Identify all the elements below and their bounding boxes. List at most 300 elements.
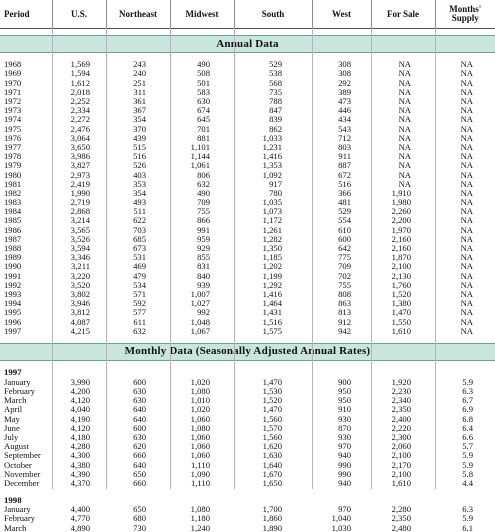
value-cell: 3,220 [52,271,106,280]
value-cell: 6.1 [435,523,495,532]
table-row [0,281,495,290]
value-cell: 840 [170,271,234,280]
period-cell: 1990 [0,262,52,271]
value-cell: 620 [106,442,170,451]
value-cell: 568 [234,78,312,87]
value-cell: 702 [312,271,371,280]
value-cell: 735 [234,88,312,97]
value-cell: 642 [312,244,371,253]
value-cell: NA [435,152,495,161]
value-cell: 839 [234,115,312,124]
value-cell: 1,470 [371,308,435,317]
value-cell: 1,610 [371,479,435,488]
value-cell: NA [435,124,495,133]
value-cell: NA [371,124,435,133]
value-cell: 930 [312,433,371,442]
period-cell: 1968 [0,60,52,69]
value-cell: 912 [312,317,371,326]
value-cell: NA [435,88,495,97]
value-cell: NA [435,189,495,198]
table-row [0,134,495,143]
value-cell: 529 [234,60,312,69]
spacer-row [0,29,495,36]
value-cell: 940 [312,479,371,488]
table-row [0,189,495,198]
table-row [0,69,495,78]
header-south: South [234,0,312,29]
value-cell: 4,370 [52,479,106,488]
value-cell: NA [435,244,495,253]
value-cell: 640 [106,460,170,469]
value-cell: 5.8 [435,470,495,479]
period-cell: 1980 [0,170,52,179]
value-cell: 1,612 [52,78,106,87]
value-cell: NA [371,170,435,179]
value-cell: 1,185 [234,253,312,262]
period-cell: August [0,442,52,451]
value-cell: 2,220 [371,424,435,433]
period-cell: January [0,505,52,514]
value-cell: 632 [170,179,234,188]
period-cell: 1992 [0,281,52,290]
header-supply-line: Supply [452,13,479,23]
period-cell: 1979 [0,161,52,170]
value-cell: 370 [106,124,170,133]
value-cell: 1,670 [234,470,312,479]
value-cell: 5.9 [435,460,495,469]
table-row [0,88,495,97]
monthly-data-section-title: Monthly Data (Seasonally Adjusted Annual Rates) [0,343,495,360]
value-cell: 1,530 [234,387,312,396]
value-cell: 354 [106,189,170,198]
value-cell: 1,990 [52,189,106,198]
period-cell: July [0,433,52,442]
period-cell: December [0,479,52,488]
value-cell: 709 [170,198,234,207]
value-cell: 2,160 [371,244,435,253]
value-cell: 1,550 [371,317,435,326]
value-cell: 813 [312,308,371,317]
period-cell: 1971 [0,88,52,97]
value-cell: 959 [170,235,234,244]
table-row [0,479,495,488]
value-cell: 1,416 [234,290,312,299]
value-cell: NA [371,97,435,106]
value-cell: 911 [312,152,371,161]
value-cell: NA [435,97,495,106]
value-cell: 640 [106,414,170,423]
value-cell: 2,419 [52,179,106,188]
value-cell: 862 [234,124,312,133]
value-cell: 2,719 [52,198,106,207]
value-cell: 446 [312,106,371,115]
table-row [0,414,495,423]
value-cell: 1,110 [170,479,234,488]
value-cell: 2,350 [371,405,435,414]
value-cell: 354 [106,115,170,124]
value-cell: NA [371,134,435,143]
value-cell: 531 [106,253,170,262]
value-cell: NA [435,134,495,143]
value-cell: 2,350 [371,514,435,523]
period-cell: 1997 [0,326,52,335]
value-cell: 808 [312,290,371,299]
value-cell: NA [435,179,495,188]
value-cell: 1,920 [371,378,435,387]
value-cell: NA [371,115,435,124]
period-cell: 1996 [0,317,52,326]
table-row [0,290,495,299]
value-cell: 991 [170,225,234,234]
header-midwest: Midwest [170,0,234,29]
value-cell: 4.4 [435,479,495,488]
value-cell: 3,214 [52,216,106,225]
value-cell: 3,211 [52,262,106,271]
value-cell: NA [435,290,495,299]
value-cell: 577 [106,308,170,317]
value-cell: 3,650 [52,143,106,152]
value-cell: 3,990 [52,378,106,387]
value-cell: 940 [312,451,371,460]
table-row [0,143,495,152]
value-cell: 515 [106,143,170,152]
period-cell: June [0,424,52,433]
table-row [0,78,495,87]
value-cell: 939 [170,281,234,290]
period-cell: 1976 [0,134,52,143]
value-cell: 970 [312,505,371,514]
value-cell: 806 [170,170,234,179]
value-cell: NA [435,281,495,290]
value-cell: 1,575 [234,326,312,335]
period-cell: October [0,460,52,469]
value-cell: 990 [312,470,371,479]
table-row [0,170,495,179]
value-cell: NA [435,69,495,78]
table-header [0,0,495,29]
value-cell: 847 [234,106,312,115]
value-cell: 1,560 [234,414,312,423]
table-row [0,271,495,280]
value-cell: 251 [106,78,170,87]
value-cell: 490 [170,60,234,69]
value-cell: 1,048 [170,317,234,326]
value-cell: 6.3 [435,387,495,396]
value-cell: 1,610 [371,326,435,335]
value-cell: 538 [234,69,312,78]
value-cell: 910 [312,405,371,414]
value-cell: 600 [106,424,170,433]
period-cell: January [0,378,52,387]
value-cell: NA [371,78,435,87]
value-cell: 3,827 [52,161,106,170]
value-cell: 1,020 [170,405,234,414]
value-cell: 2,300 [371,433,435,442]
value-cell: 1,570 [234,424,312,433]
value-cell: 1,353 [234,161,312,170]
table-row [0,396,495,405]
value-cell: 600 [106,378,170,387]
value-cell: 645 [170,115,234,124]
value-cell: 1,380 [371,299,435,308]
value-cell: 942 [312,326,371,335]
table-row [0,115,495,124]
period-cell: 1995 [0,308,52,317]
value-cell: 353 [106,179,170,188]
value-cell: 240 [106,69,170,78]
value-cell: 685 [106,235,170,244]
value-cell: 1,240 [170,523,234,532]
value-cell: NA [435,253,495,262]
value-cell: 929 [170,244,234,253]
value-cell: 1,910 [371,189,435,198]
value-cell: 730 [106,523,170,532]
value-cell: 2,260 [371,207,435,216]
value-cell: 3,064 [52,134,106,143]
value-cell: 1,030 [312,523,371,532]
value-cell: 1,067 [170,326,234,335]
value-cell: 1,073 [234,207,312,216]
period-cell: 1984 [0,207,52,216]
value-cell: 1,700 [234,505,312,514]
value-cell: 1,027 [170,299,234,308]
value-cell: 640 [106,405,170,414]
value-cell: 1,092 [234,170,312,179]
spacer-cell [0,29,495,36]
value-cell: 1,060 [170,433,234,442]
value-cell: 2,100 [371,262,435,271]
value-cell: 703 [106,225,170,234]
value-cell: 1,261 [234,225,312,234]
value-cell: 4,280 [52,442,106,451]
period-cell: February [0,387,52,396]
value-cell: 1,090 [170,470,234,479]
value-cell: 1,110 [170,460,234,469]
value-cell: 1,980 [371,198,435,207]
value-cell: 1,516 [234,317,312,326]
period-cell: 1988 [0,244,52,253]
value-cell: 1,416 [234,152,312,161]
table-row [0,244,495,253]
value-cell: 650 [106,470,170,479]
value-cell: 1,180 [170,514,234,523]
value-cell: NA [435,78,495,87]
value-cell: 650 [106,505,170,514]
spacer-row [0,360,495,368]
value-cell: 755 [312,281,371,290]
value-cell: 660 [106,479,170,488]
spacer-cell [0,336,495,344]
monthly-data-section [0,343,495,360]
value-cell: NA [371,106,435,115]
value-cell: 4,087 [52,317,106,326]
value-cell: 712 [312,134,371,143]
period-cell: 1975 [0,124,52,133]
value-cell: 481 [312,198,371,207]
value-cell: 866 [170,216,234,225]
value-cell: 2,100 [371,470,435,479]
period-cell: 1987 [0,235,52,244]
value-cell: 1,010 [170,396,234,405]
table-row [0,433,495,442]
value-cell: 554 [312,216,371,225]
table-row [0,523,495,532]
period-cell: 1991 [0,271,52,280]
period-cell: 1982 [0,189,52,198]
value-cell: NA [435,262,495,271]
value-cell: 673 [106,244,170,253]
table-row [0,451,495,460]
value-cell: 674 [170,106,234,115]
value-cell: 2,868 [52,207,106,216]
value-cell: 5.9 [435,451,495,460]
value-cell: 630 [106,387,170,396]
header-west: West [312,0,371,29]
value-cell: 2,400 [371,414,435,423]
table-row [0,152,495,161]
value-cell: 1,520 [371,290,435,299]
value-cell: 1,470 [234,378,312,387]
table-row [0,97,495,106]
value-cell: 6.7 [435,396,495,405]
value-cell: 3,594 [52,244,106,253]
value-cell: 434 [312,115,371,124]
table-row [0,216,495,225]
period-cell: 1986 [0,225,52,234]
value-cell: 600 [312,235,371,244]
period-cell: September [0,451,52,460]
value-cell: 3,346 [52,253,106,262]
value-cell: 3,812 [52,308,106,317]
period-cell: 1974 [0,115,52,124]
value-cell: 516 [106,152,170,161]
table-row [0,60,495,69]
value-cell: 2,100 [371,451,435,460]
value-cell: 660 [106,451,170,460]
period-cell: 1993 [0,290,52,299]
period-cell: 1983 [0,198,52,207]
value-cell: 831 [170,262,234,271]
value-cell: 6.3 [435,505,495,514]
header-months-supply [435,0,495,29]
value-cell: 1,199 [234,271,312,280]
value-cell: 1,560 [234,433,312,442]
value-cell: 1,060 [170,451,234,460]
value-cell: 4,890 [52,523,106,532]
value-cell: 1,144 [170,152,234,161]
value-cell: 990 [312,460,371,469]
value-cell: 6.4 [435,424,495,433]
value-cell: 680 [106,514,170,523]
value-cell: 439 [106,134,170,143]
value-cell: 1,101 [170,143,234,152]
value-cell: 1,202 [234,262,312,271]
value-cell: 611 [106,317,170,326]
value-cell: 1,033 [234,134,312,143]
value-cell: 780 [234,189,312,198]
value-cell: 632 [106,326,170,335]
value-cell: 1,870 [371,253,435,262]
value-cell: 1,080 [170,505,234,514]
table-row [0,235,495,244]
value-cell: 1,890 [234,523,312,532]
value-cell: 2,476 [52,124,106,133]
table-row [0,262,495,271]
annual-data-section [0,36,495,53]
value-cell: NA [435,115,495,124]
value-cell: 1,431 [234,308,312,317]
value-cell: 5.7 [435,442,495,451]
period-cell: March [0,396,52,405]
table-row [0,225,495,234]
value-cell: 5.9 [435,378,495,387]
spacer-row [0,336,495,344]
value-cell: 881 [170,134,234,143]
value-cell: 855 [170,253,234,262]
value-cell: 2,230 [371,387,435,396]
value-cell: NA [435,271,495,280]
value-cell: 1,061 [170,161,234,170]
value-cell: 2,160 [371,235,435,244]
period-cell: May [0,414,52,423]
value-cell: 4,120 [52,424,106,433]
value-cell: 1,620 [234,442,312,451]
value-cell: 543 [312,124,371,133]
value-cell: 755 [170,207,234,216]
value-cell: 863 [312,299,371,308]
value-cell: 490 [170,189,234,198]
year-group-label [0,495,495,505]
value-cell: 1,231 [234,143,312,152]
value-cell: 592 [106,299,170,308]
table-row [0,299,495,308]
value-cell: 3,986 [52,152,106,161]
period-cell: 1977 [0,143,52,152]
value-cell: 2,170 [371,460,435,469]
spacer-row [0,53,495,61]
value-cell: NA [435,225,495,234]
year-group-label [0,368,495,378]
spacer-cell [0,360,495,368]
period-cell: 1985 [0,216,52,225]
value-cell: 622 [106,216,170,225]
value-cell: NA [435,143,495,152]
value-cell: 501 [170,78,234,87]
value-cell: 308 [312,60,371,69]
value-cell: NA [435,326,495,335]
table-row [0,161,495,170]
value-cell: 308 [312,69,371,78]
value-cell: 1,760 [371,281,435,290]
value-cell: 508 [170,69,234,78]
value-cell: 526 [106,161,170,170]
value-cell: 4,180 [52,433,106,442]
value-cell: 2,272 [52,115,106,124]
value-cell: 2,340 [371,396,435,405]
value-cell: 930 [312,414,371,423]
value-cell: 2,252 [52,97,106,106]
value-cell: 2,130 [371,271,435,280]
value-cell: 2,200 [371,216,435,225]
table-row [0,179,495,188]
value-cell: NA [435,207,495,216]
value-cell: 630 [106,433,170,442]
value-cell: 775 [312,253,371,262]
table-row [0,442,495,451]
value-cell: 6.6 [435,433,495,442]
value-cell: 1,035 [234,198,312,207]
value-cell: 361 [106,97,170,106]
